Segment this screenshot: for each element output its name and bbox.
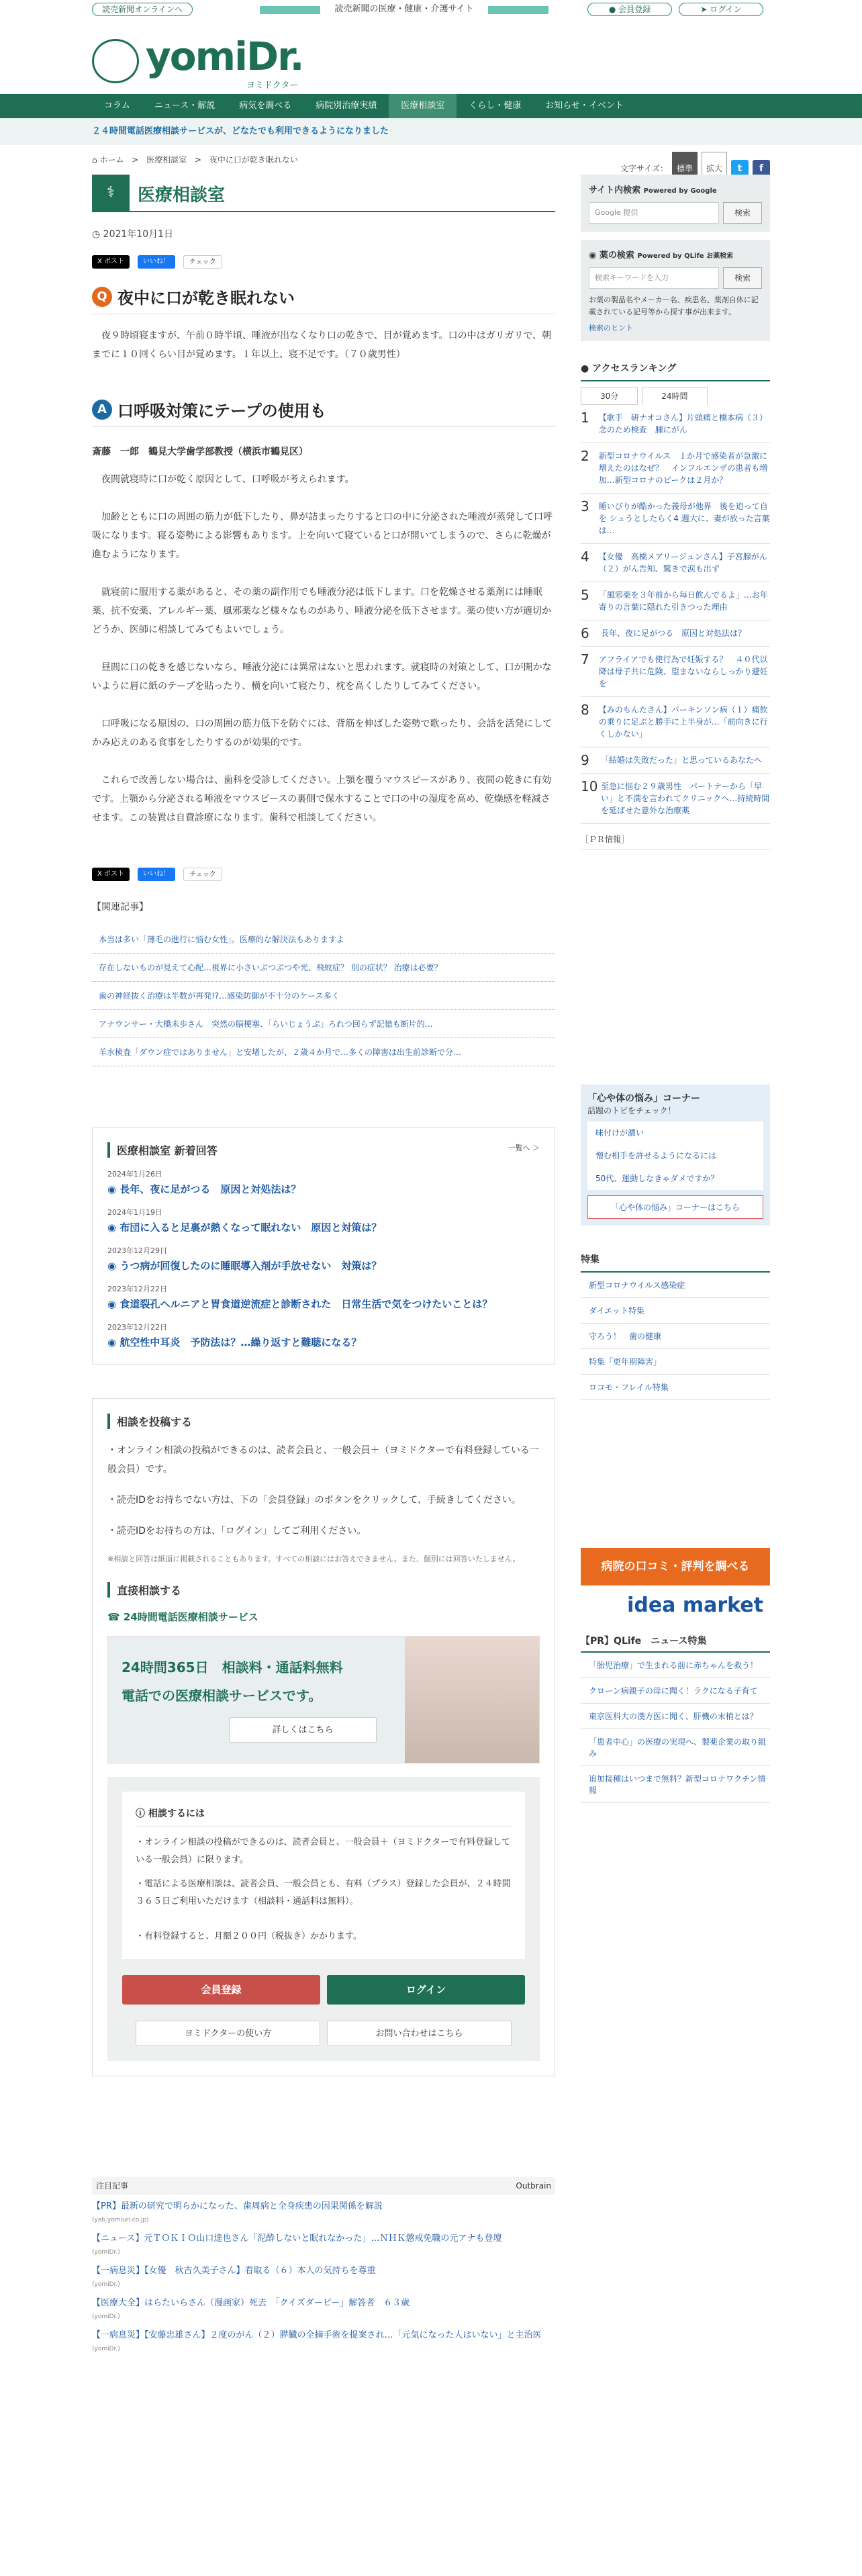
- notice-bar: [0, 118, 862, 145]
- ranking-item[interactable]: 9 「結婚は失敗だった」と思っているあなたへ: [581, 747, 770, 774]
- answer-paragraph: これらで改善しない場合は、歯科を受診してください。上顎を覆うマウスピースがあり、夜間の乾きに有効です。上顎から分泌される唾液をマウスピースの裏側で保水することで口の中の湿度を高め、乾燥感を軽減させます。この装置は自費診療になります。歯科で相談してください。: [92, 775, 552, 823]
- main-column: [92, 175, 555, 2356]
- qlife-link[interactable]: 東京医科大の漢方医に聞く、肝機の末梢とは？: [581, 1704, 770, 1729]
- post-note: ※相談と回答は紙面に掲載されることもあります。すべての相談にはお答えできません。また、個別には回答いたしません。: [107, 1555, 520, 1563]
- answer-title: 口呼吸対策にテープの使用も: [117, 402, 326, 420]
- tokushu-link[interactable]: ロコモ・フレイル特集: [581, 1375, 770, 1400]
- site-search-button[interactable]: 検索: [723, 202, 762, 224]
- ranking-icon: ●: [581, 363, 593, 374]
- answer-badge: A: [92, 400, 112, 420]
- top-utility-bar: [92, 0, 770, 20]
- facebook-icon[interactable]: f: [753, 160, 770, 177]
- guide-button[interactable]: ヨミドクターの使い方: [136, 2021, 320, 2046]
- tokushu-link[interactable]: 特集「更年期障害」: [581, 1349, 770, 1375]
- ranking-item[interactable]: 2 新型コロナウイルス １か月で感染者が急激に増えたのはなぜ？ インフルエンザの患者も増加…新型コロナのピークは２月か？: [581, 443, 770, 494]
- ranking-item[interactable]: 4 【女優 高橋メアリージュンさん】子宮腺がん（２）がん告知、驚きで涙も出ず: [581, 544, 770, 582]
- breadcrumb: ⌂ ホーム > 医療相談室 > 夜中に口が乾き眠れない 文字サイズ： 標準 拡大 t f: [92, 145, 770, 175]
- clock-icon: ◷: [92, 229, 103, 240]
- qa-item[interactable]: 2023年12月22日 ◉ 航空性中耳炎 予防法は？…繰り返すと難聴になる？: [107, 1323, 362, 1348]
- stethoscope-icon: ⚕: [92, 175, 130, 211]
- hospital-review-banner[interactable]: 病院の口コミ・評判を調べる: [581, 1548, 770, 1585]
- share-buttons-bottom: [92, 868, 555, 881]
- outbrain-item[interactable]: 【医療大全】はらたいらさん（漫画家）死去 「クイズダービー」解答者 ６３歳 (yomiDr.): [92, 2298, 410, 2320]
- breadcrumb-section[interactable]: 医療相談室: [146, 155, 187, 165]
- phone-detail-button[interactable]: 詳しくはこちら: [229, 1717, 377, 1743]
- kokoro-corner: 「心や体の悩み」コーナー 話題のトピをチェック！ 味付けが濃い 憎む相手を許せるようになるには 50代、運動しなきゃダメですか？ 「心や体の悩み」コーナーはこちら: [581, 1085, 770, 1226]
- question-badge: Q: [92, 287, 112, 307]
- facebook-like-button[interactable]: いいね！: [138, 255, 175, 269]
- login-link[interactable]: ➤ ログイン: [679, 3, 763, 16]
- outbrain-item[interactable]: 【一病息災】【女優 秋吉久美子さん】看取る（６）本人の気持ちを尊重 (yomiDr.): [92, 2266, 376, 2288]
- font-size-standard[interactable]: 標準: [672, 152, 698, 185]
- info-icon: ⓘ: [136, 1808, 148, 1819]
- x-share-button[interactable]: X ポスト: [92, 255, 130, 269]
- qlife-link[interactable]: 「患者中心」の医療の実現へ、製薬企業の取り組み: [581, 1729, 770, 1766]
- qa-item[interactable]: 2024年1月26日 ◉ 長年、夜に足がつる 原因と対処法は？: [107, 1170, 301, 1195]
- tokushu-link[interactable]: 守ろう！ 歯の健康: [581, 1324, 770, 1349]
- qlife-link[interactable]: 「胎児治療」で生まれる前に赤ちゃんを救う！: [581, 1653, 770, 1678]
- twitter-icon[interactable]: t: [731, 160, 749, 177]
- tab-30min[interactable]: 30分: [581, 387, 638, 405]
- qa-item[interactable]: 2024年1月19日 ◉ 布団に入ると足裏が熱くなって眠れない 原因と対策は？: [107, 1208, 382, 1234]
- section-header: [92, 175, 555, 212]
- drug-search-button[interactable]: 検索: [723, 267, 762, 289]
- share-buttons: [92, 255, 555, 269]
- pr-info-label: ［ＰＲ情報］: [581, 833, 770, 849]
- outbrain-item[interactable]: 【一病息災】【安藤忠雄さん】２度のがん（２）膵臓の全摘手術を提案され…「元気になった人はいない」と主治医 (yomiDr.): [92, 2330, 542, 2352]
- nav-item-consult[interactable]: 医療相談室: [389, 94, 457, 118]
- user-icon: ●: [608, 5, 619, 14]
- outbrain-logo[interactable]: Outbrain: [516, 2181, 551, 2191]
- tokushu-link[interactable]: 新型コロナウイルス感染症: [581, 1273, 770, 1298]
- speech-icon: ◉: [107, 1298, 120, 1310]
- hatena-check-button[interactable]: チェック: [183, 255, 222, 269]
- outbrain-item[interactable]: 【PR】最新の研究で明らかになった、歯周病と全身疾患の因果関係を解説 (yab.yomiuri.co.jp): [92, 2201, 383, 2223]
- register-link[interactable]: ● 会員登録: [587, 3, 672, 16]
- question-heading: [92, 285, 555, 314]
- article-date: ◷ 2021年10月1日: [92, 229, 174, 240]
- home-icon: ⌂: [92, 155, 97, 165]
- search-hint-link[interactable]: 検索のヒント: [589, 324, 633, 332]
- qa-item[interactable]: 2023年12月22日 ◉ 食道裂孔ヘルニアと胃食道逆流症と診断された 日常生活で気をつけたいことは？: [107, 1285, 493, 1310]
- login-button[interactable]: ログイン: [327, 1975, 525, 2005]
- related-link[interactable]: 本当は多い「薄毛の進行に悩む女性」。医療的な解決法もありますよ: [92, 925, 555, 954]
- answer-author: 斎藤 一郎 鶴見大学歯学部教授（横浜市鶴見区）: [92, 447, 308, 457]
- answer-paragraph: 夜間就寝時に口が乾く原因として、口呼吸が考えられます。: [101, 474, 354, 485]
- qa-item[interactable]: 2023年12月29日 ◉ うつ病が回復したのに睡眠導入剤が手放せない 対策は？: [107, 1246, 382, 1272]
- answer-paragraph: 加齢とともに口の周囲の筋力が低下したり、鼻が詰まったりすると口の中に分泌された唾液が蒸発して口呼吸になります。寝る姿勢による影響もあります。上を向いて寝ていると口が開いてしまうので、さらに乾燥が進むようになります。: [92, 512, 553, 560]
- drug-search-input[interactable]: 検索キーワードを入力: [589, 267, 719, 289]
- answer-heading: [92, 398, 555, 427]
- idea-market-banner[interactable]: idea market: [627, 1594, 763, 1617]
- post-heading: 相談を投稿する: [117, 1416, 193, 1428]
- sidebar: [581, 175, 770, 1803]
- related-list: [92, 925, 555, 1066]
- breadcrumb-home[interactable]: ホーム: [99, 155, 124, 165]
- contact-button[interactable]: お問い合わせはこちら: [327, 2021, 512, 2046]
- tokushu-link[interactable]: ダイエット特集: [581, 1298, 770, 1324]
- related-link[interactable]: アナウンサー・大橋未歩さん 突然の脳梗塞、「らいじょうぶ」ろれつ回らず記憶も断片的…: [92, 1010, 555, 1038]
- tab-24h[interactable]: 24時間: [642, 387, 707, 405]
- breadcrumb-current: 夜中に口が乾き眠れない: [209, 155, 298, 165]
- new-answers-more-link[interactable]: 一覧へ ＞: [508, 1144, 540, 1152]
- site-header: [92, 20, 770, 94]
- ranking-item[interactable]: 8 【みのもんたさん】パーキンソン病（１）痛飲の乗りに足ぶと勝手に上半身が…「前向きに行くしかない」: [581, 697, 770, 747]
- kokoro-topic[interactable]: 50代、運動しなきゃダメですか？: [595, 1174, 719, 1183]
- ranking-item[interactable]: 3 睡いびりが酷かった義母が他界 後を追って自を シュうとしたらく4 週大に、妻が放った言葉は…: [581, 494, 770, 544]
- qlife-news: 【PR】QLife ニュース特集 「胎児治療」で生まれる前に赤ちゃんを救う！ クローン病親子の母に聞く！ラクになる子育て 東京医科大の漢方医に聞く、肝機の末梢とは？ 「患者中心」の医療の実現へ、製薬企業の取り組み 追加接種はいつまで無料？新型コロナワクチン情報: [581, 1634, 770, 1803]
- ranking-item[interactable]: 1 【歌手 研ナオコさん】片頭痛と橋本病（３）念のため検査 腫にがん: [581, 405, 770, 443]
- question-body: 夜９時頃寝ますが、午前０時半頃、唾液が出なくなり口の乾きで、目が覚めます。口の中はガリガリで、朝までに１０回くらい目が覚めます。１年以上、寝不足です。（７０歳男性）: [92, 330, 552, 360]
- kokoro-topic[interactable]: 味付けが濃い: [595, 1128, 644, 1138]
- ranking-item[interactable]: 6 長年、夜に足がつる 原因と対処法は？: [581, 620, 770, 647]
- font-size-large[interactable]: 拡大: [702, 152, 727, 185]
- related-link[interactable]: 存在しないものが見えて心配…視界に小さいぶつぶつや光、飛蚊症？ 別の症状？ 治療は必要？: [92, 954, 555, 982]
- tokushu-section: 特集 新型コロナウイルス感染症 ダイエット特集 守ろう！ 歯の健康 特集「更年期障害」 ロコモ・フレイル特集: [581, 1252, 770, 1400]
- site-logo[interactable]: yomiDr. ヨミドクター: [92, 34, 320, 87]
- answer-paragraph: 口呼吸になる原因の、口の周囲の筋力低下を防ぐには、背筋を伸ばした姿勢で歌ったり、会話を活発にしてかみ応えのある食事をしたりするのが効果的です。: [92, 719, 553, 748]
- answer-paragraph: 昼間に口の乾きを感じないなら、唾液分泌には異常はないと思われます。就寝時の対策として、口が開かないように唇に紙のテープを貼ったり、横を向いて寝たり、枕を高くしたりしてみてください。: [92, 662, 552, 692]
- site-search-input[interactable]: Google 提供: [589, 202, 719, 224]
- related-link[interactable]: 羊水検査「ダウン症ではありません」と安堵したが、２歳４か月で…多くの障害は出生前診断で分…: [92, 1038, 555, 1066]
- phone-icon: ☎: [107, 1611, 124, 1623]
- related-heading: 【関連記事】: [92, 902, 148, 913]
- consult-box: 相談を投稿する ・オンライン相談の投稿ができるのは、読者会員と、一般会員＋（ヨミドクターで有料登録している一般会員）です。 ・読売IDをお持ちでない方は、下の「会員登録」のボタンをクリックして、手続きしてください。 ・読売IDをお持ちの方は、「ログイン」してご利用ください。 ※相談と回答は紙面に掲載されることもあります。すべての相談にはお答えできません。また、個別には回答いたしません。 直接相談する ☎ 24時間電話医療相談サービス 24時間365日 相談料・通話料無料 電話での医療相談サービスです。 詳しくはこちら ⓘ 相談するには ・オンライン相談の投稿ができるのは、読者会員と、一般会員＋（ヨミドクターで有料登録している一般会員）に限ります。 ・電話による医療相談は、読者会員、一般会員とも、有料（プラス）登録した会員が、２４時間３６５日ご利用いただけます（相談料・通話料は無料）。 ・有料登録すると、月額２００円（税抜き）かかります。 会員登録 ログイン ヨミドクターの使い方 お問い合わせはこちら: [92, 1398, 555, 2076]
- kokoro-corner-link[interactable]: 「心や体の悩み」コーナーはこちら: [587, 1195, 763, 1219]
- access-ranking: ● アクセスランキング 30分 24時間 1 【歌手 研ナオコさん】片頭痛と橋本病（３）念のため検査 腫にがん 2 新型コロナウイルス １か月で感染者が急激に増えたのはなぜ？ インフルエンザの患者も増加…新型コロナのピークは２月か？ 3 睡いびりが酷かった義母が他界 後を追って自を シュうとしたらく4 週大に、妻が放った言葉は… 4 【女優 高橋メアリージュンさん】子宮腺がん（２）がん告知、驚きで涙も出ず 5 「風邪薬を３年前から毎日飲んでるよ」…お年寄りの言葉に隠れた引きつった理由 6 長年、夜に足がつる 原因と対処法は？ 7 アフライアでも使行為で妊娠する？ ４０代以降は母子共に危険、望まないならしっかり避妊を 8 【みのもんたさん】パーキンソン病（１）痛飲の乗りに足ぶと勝手に上半身が…「前向きに行くしかない」 9 「結婚は失敗だった」と思っているあなたへ 10 至急に悩む２９歳男性 パートナーから「早い」と不満を言われてクリニックへ…持続時間を延ばせた意外な治療薬 ［ＰＲ情報］: [581, 361, 770, 849]
- notice-link[interactable]: ２４時間電話医療相談サービスが、どなたでも利用できるようになりました: [92, 126, 389, 136]
- global-nav: [0, 94, 862, 118]
- nav-item-news[interactable]: ニュース・解説: [154, 101, 216, 111]
- outbrain-item[interactable]: 【ニュース】元ＴＯＫＩＯ山口達也さん「泥酔しないと眠れなかった」…ＮＨＫ懲戒免職の元アナも登壇 (yomiDr.): [92, 2234, 502, 2256]
- site-tagline: 読売新聞の医療・健康・介護サイト: [260, 2, 548, 17]
- nav-item-column[interactable]: コラム: [104, 101, 130, 111]
- page-title: 医療相談室: [138, 185, 226, 205]
- speech-icon: ◉: [107, 1183, 120, 1195]
- facebook-like-button[interactable]: いいね！: [138, 868, 175, 881]
- hatena-check-button[interactable]: チェック: [183, 868, 222, 881]
- nav-item-hospital[interactable]: 病院別治療実績: [316, 101, 377, 111]
- site-search: サイト内検索 Powered by Google Google 提供 検索: [581, 175, 770, 232]
- phone-service-title: 24時間電話医療相談サービス: [123, 1611, 258, 1623]
- question-title: 夜中に口が乾き眠れない: [117, 289, 295, 308]
- speech-icon: ◉: [107, 1336, 120, 1348]
- nav-item-life[interactable]: くらし・健康: [469, 101, 522, 111]
- new-answers-box: [92, 1127, 555, 1365]
- related-link[interactable]: 歯の神経抜く治療は半数が再発!?…感染防御が不十分のケース多く: [92, 982, 555, 1010]
- ranking-item[interactable]: 7 アフライアでも使行為で妊娠する？ ４０代以降は母子共に危険、望まないならしっかり避妊を: [581, 647, 770, 697]
- operator-photo: [405, 1637, 539, 1763]
- phone-service-banner[interactable]: 24時間365日 相談料・通話料無料 電話での医療相談サービスです。 詳しくはこちら: [107, 1636, 540, 1763]
- direct-heading: 直接相談する: [117, 1584, 182, 1597]
- nav-item-disease[interactable]: 病気を調べる: [239, 101, 292, 111]
- kokoro-topic[interactable]: 憎む相手を許せるようになるには: [595, 1151, 717, 1160]
- speech-icon: ◉: [107, 1222, 120, 1234]
- login-icon: ➤: [700, 5, 710, 14]
- font-size-control: 文字サイズ： 標準 拡大 t f: [620, 152, 770, 185]
- new-answers-heading: 医療相談室 新着回答: [117, 1144, 218, 1157]
- ranking-item[interactable]: 5 「風邪薬を３年前から毎日飲んでるよ」…お年寄りの言葉に隠れた引きつった理由: [581, 582, 770, 620]
- register-button[interactable]: 会員登録: [122, 1975, 320, 2005]
- yomiuri-online-link[interactable]: 読売新聞オンラインへ: [92, 3, 193, 16]
- answer-paragraph: 就寝前に服用する薬があると、その薬の副作用でも唾液分泌は低下します。口を乾燥させる薬剤には睡眠薬、抗不安薬、アレルギー薬、風邪薬など様々なものがあり、唾液分泌を低下させます。薬の使い方が適切かどうか、医師に相談してみてもよいでしょう。: [92, 587, 551, 635]
- pill-icon: ◉: [589, 250, 600, 261]
- ranking-item[interactable]: 10 至急に悩む２９歳男性 パートナーから「早い」と不満を言われてクリニックへ…持続時間を延ばせた意外な治療薬: [581, 774, 770, 824]
- howto-box: ⓘ 相談するには ・オンライン相談の投稿ができるのは、読者会員と、一般会員＋（ヨミドクターで有料登録している一般会員）に限ります。 ・電話による医療相談は、読者会員、一般会員とも、有料（プラス）登録した会員が、２４時間３６５日ご利用いただけます（相談料・通話料は無料）。 ・有料登録すると、月額２００円（税抜き）かかります。 会員登録 ログイン ヨミドクターの使い方 お問い合わせはこちら: [107, 1777, 540, 2061]
- qlife-link[interactable]: クローン病親子の母に聞く！ラクになる子育て: [581, 1678, 770, 1704]
- qlife-link[interactable]: 追加接種はいつまで無料？新型コロナワクチン情報: [581, 1766, 770, 1803]
- nav-item-events[interactable]: お知らせ・イベント: [545, 101, 624, 111]
- mascot-icon: [92, 39, 139, 83]
- outbrain-section: 注目記事 Outbrain 【PR】最新の研究で明らかになった、歯周病と全身疾患の因果関係を解説 (yab.yomiuri.co.jp) 【ニュース】元ＴＯＫＩＯ山口達也さん「泥酔しないと眠れなかった」…ＮＨＫ懲戒免職の元アナも登壇 (yomiDr.) 【一病息災】【女優 秋吉久美子さん】看取る（６）本人の気持ちを尊重 (yomiDr.) 【医療大全】はらたいらさん（漫画家）死去 「クイズダービー」解答者 ６３歳 (yomiDr.) 【一病息災】【安藤忠雄さん】２度のがん（２）膵臓の全摘手術を提案され…「元気になった人はいない」と主治医 (yomiDr.): [92, 2177, 555, 2356]
- speech-icon: ◉: [107, 1260, 120, 1272]
- drug-search: ◉ 薬の検索 Powered by QLife お薬検索 検索キーワードを入力 検索 お薬の製品名やメーカー名、疾患名、薬剤自体に記載されている記号等から探す事が出来ます。 検索のヒント: [581, 240, 770, 341]
- x-share-button[interactable]: X ポスト: [92, 868, 130, 881]
